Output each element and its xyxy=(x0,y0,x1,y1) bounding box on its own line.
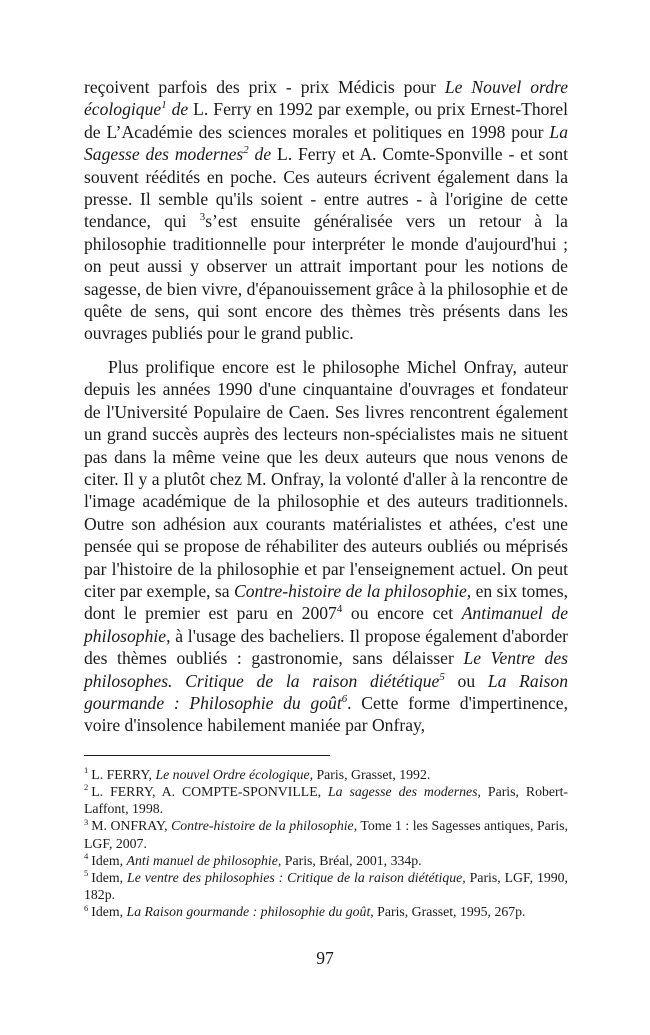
body-italic-text: Le Nouvel ordre écologique xyxy=(84,77,569,120)
footnote-reference: 1 xyxy=(161,99,167,112)
footnote-text: Idem, xyxy=(91,870,128,885)
footnote-italic-text: Le ventre des philosophies : Critique de la raison diététique xyxy=(127,870,463,885)
footnote-text: L. FERRY, A. COMPTE-SPONVILLE, xyxy=(91,783,328,799)
footnote-text: M. ONFRAY, xyxy=(91,818,172,834)
footnote-6 xyxy=(84,903,568,920)
body-italic-text: Le Ventre des philosophes. Critique de la raison diététique xyxy=(84,648,568,691)
body-italic-text: de xyxy=(248,144,272,165)
footnote-number: 2 xyxy=(84,782,89,793)
page-body xyxy=(84,76,568,921)
paragraph-1 xyxy=(84,76,568,345)
footnote-separator xyxy=(84,755,330,756)
footnote-reference: 5 xyxy=(439,670,445,683)
page-number: 97 xyxy=(316,948,334,968)
footnote-number: 5 xyxy=(84,868,89,879)
body-italic-text: La Sagesse des modernes xyxy=(84,121,568,165)
body-text: L. Ferry et A. Comte-Sponville - et sont souvent réédités en poche. Ces auteurs écrivent également dans la presse. Il semble qu'ils soient - entre autres - à l'origine de cette tendance, qui xyxy=(84,144,569,232)
footnote-text: , Tome 1 : les Sagesses antiques, Paris, LGF, 2007. xyxy=(84,818,568,851)
footnote-3 xyxy=(84,817,568,851)
footnote-text: Idem, xyxy=(91,852,127,868)
footnote-reference: 6 xyxy=(341,693,348,706)
footnote-reference: 3 xyxy=(199,211,206,224)
footnote-text: , Paris, Robert-Laffont, 1998. xyxy=(84,783,569,817)
footnote-italic-text: La Raison gourmande : philosophie du goût xyxy=(126,904,371,920)
footnote-2 xyxy=(84,783,568,817)
body-text: Plus prolifique encore est le philosophe Michel Onfray, auteur depuis les années 1990 d'une cinquantaine d'ouvrages et fondateur de l'Université Populaire de Caen. Ses livres rencontrent également un grand succès auprès des lecteurs non-spécialistes mais ne situent pas dans la même veine que les deux auteurs que nous venons de citer. Il y a plutôt chez M. Onfray, la volonté d'aller à la rencontre de l'image académique de la philosophie et des auteurs traditionnels. Outre son adhésion aux courants matérialistes et athées, c'est une pensée qui se propose de réhabiliter des auteurs oubliés ou méprisés par l'histoire de la philosophie et par l'enseignement actuel. On peut citer par exemple, sa xyxy=(84,356,568,601)
footnote-number: 4 xyxy=(84,851,89,862)
body-text: ou encore cet xyxy=(342,603,462,624)
footnote-number: 6 xyxy=(84,902,89,913)
footnote-text: L. FERRY, xyxy=(91,766,156,782)
paragraph-2 xyxy=(84,356,568,737)
body-text: L. Ferry en 1992 par exemple, ou prix Ernest-Thorel de L’Académie des sciences morales et politiques en 1998 pour xyxy=(84,99,568,142)
body-text: ou xyxy=(444,670,488,691)
footnote-4 xyxy=(84,852,568,869)
footnote-reference: 2 xyxy=(243,144,249,157)
body-text: . Cette forme d'impertinence, voire d'insolence habilement maniée par Onfray, xyxy=(84,692,568,736)
footnote-1 xyxy=(84,766,568,783)
footnote-italic-text: La sagesse des modernes xyxy=(328,783,478,799)
footnote-italic-text: Anti manuel de philosophie xyxy=(126,852,278,868)
footnote-text: Idem, xyxy=(91,904,127,920)
footnote-italic-text: Contre-histoire de la philosophie xyxy=(171,818,354,834)
footnote-number: 3 xyxy=(84,816,89,827)
footnote-text: , Paris, Bréal, 2001, 334p. xyxy=(277,852,422,868)
footnote-5 xyxy=(84,869,568,903)
footnote-text: , Paris, LGF, 1990, 182p. xyxy=(84,870,569,903)
footnotes xyxy=(84,766,568,921)
body-text: s’est ensuite généralisée vers un retour à la philosophie traditionnelle pour interpréter le monde d'aujourd'hui ; on peut aussi y observer un attrait important pour les notions de sagesse, de bien vivre, d'épanouissement grâce à la philosophie et de quête de sens, qui sont encore des thèmes très présents dans les ouvrages publiés pour le grand public. xyxy=(84,211,568,344)
body-text: , à l'usage des bacheliers. Il propose également d'aborder des thèmes oubliés : gastronomie, sans délaisser xyxy=(84,625,568,669)
footnote-reference: 4 xyxy=(336,603,343,616)
footnote-number: 1 xyxy=(84,765,89,776)
footnote-text: , Paris, Grasset, 1995, 267p. xyxy=(370,904,526,920)
body-italic-text: de xyxy=(166,99,189,120)
body-italic-text: Antimanuel de philosophie xyxy=(84,603,569,646)
body-italic-text: La Raison gourmande : Philosophie du goût xyxy=(84,670,569,713)
body-italic-text: Contre-histoire de la philosophie, xyxy=(234,580,472,601)
footnote-italic-text: Le nouvel Ordre écologique xyxy=(155,766,310,782)
body-text: reçoivent parfois des prix - prix Médicis pour xyxy=(84,77,445,97)
body-text: en six tomes, dont le premier est paru en 2007 xyxy=(84,580,568,624)
footnote-text: , Paris, Grasset, 1992. xyxy=(309,766,431,782)
